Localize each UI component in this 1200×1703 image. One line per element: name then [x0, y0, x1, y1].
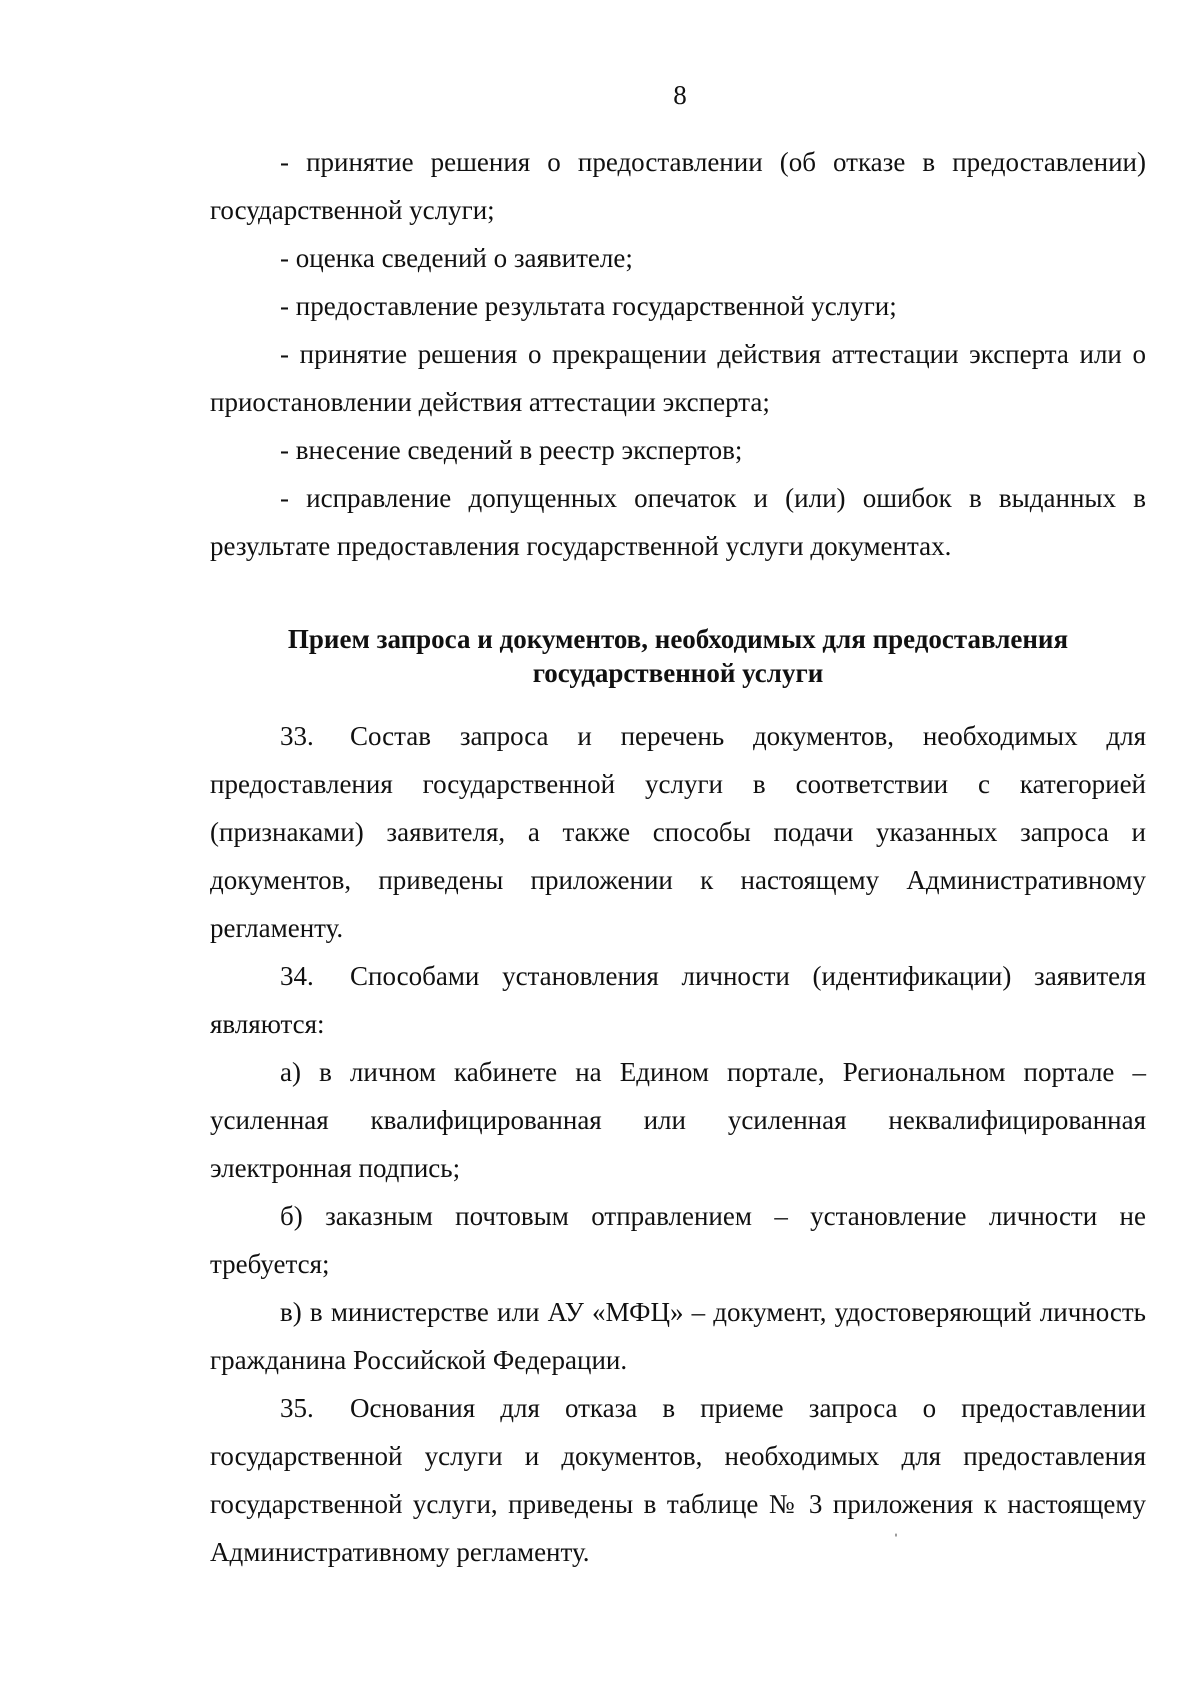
paragraph-number: 35.: [280, 1393, 314, 1423]
list-item: - исправление допущенных опечаток и (или) ошибок в выданных в результате предоставления государственной услуги документах.: [210, 483, 1146, 561]
paragraph-number: 33.: [280, 721, 314, 751]
paragraph-text: Способами установления личности (идентификации) заявителя являются:: [210, 961, 1146, 1039]
sub-item: б) заказным почтовым отправлением – установление личности не требуется;: [210, 1201, 1146, 1279]
list-item: - предоставление результата государственной услуги;: [280, 291, 897, 321]
section-heading-line1: Прием запроса и документов, необходимых для предоставления: [287, 624, 1069, 654]
page-number: 8: [673, 80, 687, 110]
sub-item: в) в министерстве или АУ «МФЦ» – документ, удостоверяющий личность гражданина Российской Федерации.: [210, 1297, 1146, 1375]
list-item: - оценка сведений о заявителе;: [280, 243, 633, 273]
section-heading-line2: государственной услуги: [532, 658, 824, 688]
document-body: [210, 138, 1146, 1576]
paragraph-text: Состав запроса и перечень документов, необходимых для предоставления государственной услуги в соответствии с категорией (признаками) заявителя, а также способы подачи указанных запроса и документов, приведены приложении к настоящему Административному регламенту.: [210, 721, 1146, 943]
paragraph-number: 34.: [280, 961, 314, 991]
list-item: - принятие решения о прекращении действия аттестации эксперта или о приостановлении действия аттестации эксперта;: [210, 339, 1146, 417]
paragraph-34: [210, 952, 1146, 1048]
scan-speck: ˈ: [893, 1530, 899, 1550]
list-item: - внесение сведений в реестр экспертов;: [280, 435, 743, 465]
list-item: - принятие решения о предоставлении (об отказе в предоставлении) государственной услуги;: [210, 147, 1146, 225]
paragraph-33: [210, 712, 1146, 952]
paragraph-35: [210, 1384, 1146, 1576]
sub-item: а) в личном кабинете на Едином портале, Региональном портале – усиленная квалифицированная или усиленная неквалифицированная электронная подпись;: [210, 1057, 1146, 1183]
paragraph-text: Основания для отказа в приеме запроса о предоставлении государственной услуги и документов, необходимых для предоставления государственной услуги, приведены в таблице № 3 приложения к настоящему Административному регламенту.: [210, 1393, 1146, 1567]
section-heading: [210, 622, 1146, 690]
